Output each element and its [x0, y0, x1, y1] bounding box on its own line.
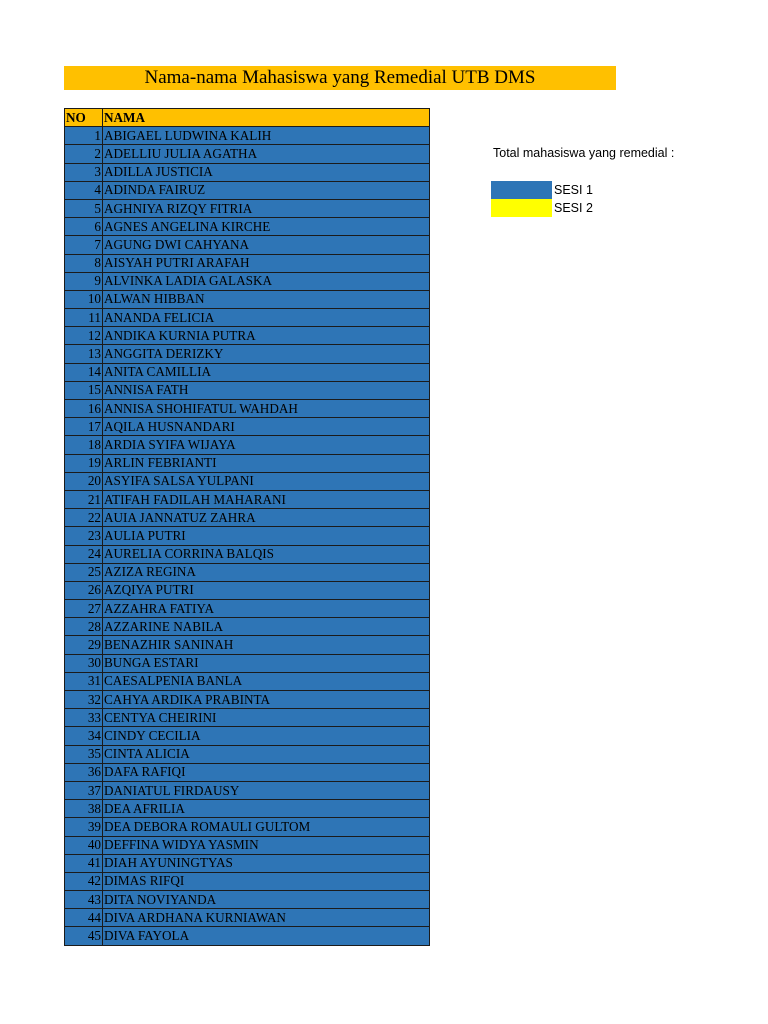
session-legend	[491, 181, 593, 217]
row-number: 30	[65, 654, 103, 672]
legend-swatch-sesi-1	[491, 181, 552, 199]
row-number: 36	[65, 763, 103, 781]
student-name: ADINDA FAIRUZ	[103, 181, 430, 199]
student-name: CAESALPENIA BANLA	[103, 672, 430, 690]
row-number: 25	[65, 563, 103, 581]
table-row	[65, 127, 430, 145]
student-name: DEA AFRILIA	[103, 800, 430, 818]
row-number: 27	[65, 600, 103, 618]
row-number: 4	[65, 181, 103, 199]
student-name: ALWAN HIBBAN	[103, 290, 430, 308]
student-name: BENAZHIR SANINAH	[103, 636, 430, 654]
row-number: 28	[65, 618, 103, 636]
table-row	[65, 327, 430, 345]
table-row	[65, 436, 430, 454]
row-number: 2	[65, 145, 103, 163]
student-name: ANNISA SHOHIFATUL WAHDAH	[103, 400, 430, 418]
legend-swatch-sesi-2	[491, 199, 552, 217]
student-name: ANNISA FATH	[103, 381, 430, 399]
student-name: DIMAS RIFQI	[103, 872, 430, 890]
student-name: ADILLA JUSTICIA	[103, 163, 430, 181]
student-name: AZIZA REGINA	[103, 563, 430, 581]
student-name: ANDIKA KURNIA PUTRA	[103, 327, 430, 345]
student-name: ADELLIU JULIA AGATHA	[103, 145, 430, 163]
student-name: DANIATUL FIRDAUSY	[103, 781, 430, 799]
student-name: ANITA CAMILLIA	[103, 363, 430, 381]
legend-item-sesi-1	[491, 181, 593, 199]
table-body	[65, 127, 430, 945]
student-name: CENTYA CHEIRINI	[103, 709, 430, 727]
table-row	[65, 272, 430, 290]
table-row	[65, 600, 430, 618]
student-name: ABIGAEL LUDWINA KALIH	[103, 127, 430, 145]
table-row	[65, 672, 430, 690]
row-number: 10	[65, 290, 103, 308]
table-row	[65, 254, 430, 272]
table-row	[65, 490, 430, 508]
row-number: 33	[65, 709, 103, 727]
student-name: AGHNIYA RIZQY FITRIA	[103, 199, 430, 217]
page-title: Nama-nama Mahasiswa yang Remedial UTB DMS	[64, 66, 616, 90]
student-name: ATIFAH FADILAH MAHARANI	[103, 490, 430, 508]
table-row	[65, 636, 430, 654]
row-number: 19	[65, 454, 103, 472]
table-row	[65, 691, 430, 709]
student-name: AULIA PUTRI	[103, 527, 430, 545]
student-name: ANGGITA DERIZKY	[103, 345, 430, 363]
row-number: 26	[65, 581, 103, 599]
student-name: DITA NOVIYANDA	[103, 891, 430, 909]
row-number: 7	[65, 236, 103, 254]
table-row	[65, 763, 430, 781]
row-number: 14	[65, 363, 103, 381]
row-number: 6	[65, 218, 103, 236]
table-row	[65, 236, 430, 254]
row-number: 23	[65, 527, 103, 545]
student-name: ANANDA FELICIA	[103, 309, 430, 327]
row-number: 15	[65, 381, 103, 399]
row-number: 38	[65, 800, 103, 818]
student-name: AZZAHRA FATIYA	[103, 600, 430, 618]
row-number: 37	[65, 781, 103, 799]
student-name: DEA DEBORA ROMAULI GULTOM	[103, 818, 430, 836]
row-number: 29	[65, 636, 103, 654]
student-name: AGUNG DWI CAHYANA	[103, 236, 430, 254]
row-number: 1	[65, 127, 103, 145]
row-number: 31	[65, 672, 103, 690]
table-row	[65, 163, 430, 181]
table-row	[65, 363, 430, 381]
table-header-row	[65, 109, 430, 127]
row-number: 21	[65, 490, 103, 508]
student-name: AGNES ANGELINA KIRCHE	[103, 218, 430, 236]
row-number: 9	[65, 272, 103, 290]
student-name: ALVINKA LADIA GALASKA	[103, 272, 430, 290]
row-number: 34	[65, 727, 103, 745]
row-number: 5	[65, 199, 103, 217]
row-number: 22	[65, 509, 103, 527]
table-row	[65, 581, 430, 599]
table-row	[65, 472, 430, 490]
table-row	[65, 181, 430, 199]
table-row	[65, 418, 430, 436]
row-number: 40	[65, 836, 103, 854]
total-remedial-label: Total mahasiswa yang remedial :	[493, 146, 675, 160]
student-name: CAHYA ARDIKA PRABINTA	[103, 691, 430, 709]
header-name: NAMA	[103, 109, 430, 127]
student-name: DEFFINA WIDYA YASMIN	[103, 836, 430, 854]
student-name: AUIA JANNATUZ ZAHRA	[103, 509, 430, 527]
table-row	[65, 199, 430, 217]
table-row	[65, 872, 430, 890]
row-number: 44	[65, 909, 103, 927]
row-number: 45	[65, 927, 103, 945]
header-no: NO	[65, 109, 103, 127]
student-name: DAFA RAFIQI	[103, 763, 430, 781]
table-row	[65, 290, 430, 308]
table-row	[65, 727, 430, 745]
table-row	[65, 527, 430, 545]
table-row	[65, 781, 430, 799]
table-row	[65, 618, 430, 636]
row-number: 11	[65, 309, 103, 327]
table-row	[65, 545, 430, 563]
row-number: 13	[65, 345, 103, 363]
student-name: AZZARINE NABILA	[103, 618, 430, 636]
legend-label-sesi-1: SESI 1	[554, 183, 593, 197]
student-name: AZQIYA PUTRI	[103, 581, 430, 599]
table-row	[65, 909, 430, 927]
legend-label-sesi-2: SESI 2	[554, 201, 593, 215]
row-number: 39	[65, 818, 103, 836]
student-name: CINDY CECILIA	[103, 727, 430, 745]
table-row	[65, 218, 430, 236]
student-name: ARDIA SYIFA WIJAYA	[103, 436, 430, 454]
student-table	[64, 108, 430, 946]
row-number: 41	[65, 854, 103, 872]
row-number: 42	[65, 872, 103, 890]
table-row	[65, 563, 430, 581]
row-number: 16	[65, 400, 103, 418]
student-name: AQILA HUSNANDARI	[103, 418, 430, 436]
table-row	[65, 745, 430, 763]
row-number: 20	[65, 472, 103, 490]
row-number: 8	[65, 254, 103, 272]
row-number: 3	[65, 163, 103, 181]
row-number: 24	[65, 545, 103, 563]
table-row	[65, 836, 430, 854]
row-number: 32	[65, 691, 103, 709]
student-name: ARLIN FEBRIANTI	[103, 454, 430, 472]
legend-item-sesi-2	[491, 199, 593, 217]
table-row	[65, 891, 430, 909]
table-row	[65, 400, 430, 418]
table-row	[65, 454, 430, 472]
table-row	[65, 145, 430, 163]
table-row	[65, 654, 430, 672]
row-number: 12	[65, 327, 103, 345]
table-row	[65, 381, 430, 399]
student-name: DIAH AYUNINGTYAS	[103, 854, 430, 872]
student-name: AISYAH PUTRI ARAFAH	[103, 254, 430, 272]
row-number: 43	[65, 891, 103, 909]
table-row	[65, 927, 430, 945]
table-row	[65, 818, 430, 836]
table-row	[65, 309, 430, 327]
student-name: CINTA ALICIA	[103, 745, 430, 763]
row-number: 35	[65, 745, 103, 763]
student-name: AURELIA CORRINA BALQIS	[103, 545, 430, 563]
row-number: 17	[65, 418, 103, 436]
student-name: DIVA FAYOLA	[103, 927, 430, 945]
student-name: DIVA ARDHANA KURNIAWAN	[103, 909, 430, 927]
row-number: 18	[65, 436, 103, 454]
table-row	[65, 854, 430, 872]
table-row	[65, 509, 430, 527]
student-name: ASYIFA SALSA YULPANI	[103, 472, 430, 490]
table-row	[65, 800, 430, 818]
student-name: BUNGA ESTARI	[103, 654, 430, 672]
table-row	[65, 709, 430, 727]
table-row	[65, 345, 430, 363]
